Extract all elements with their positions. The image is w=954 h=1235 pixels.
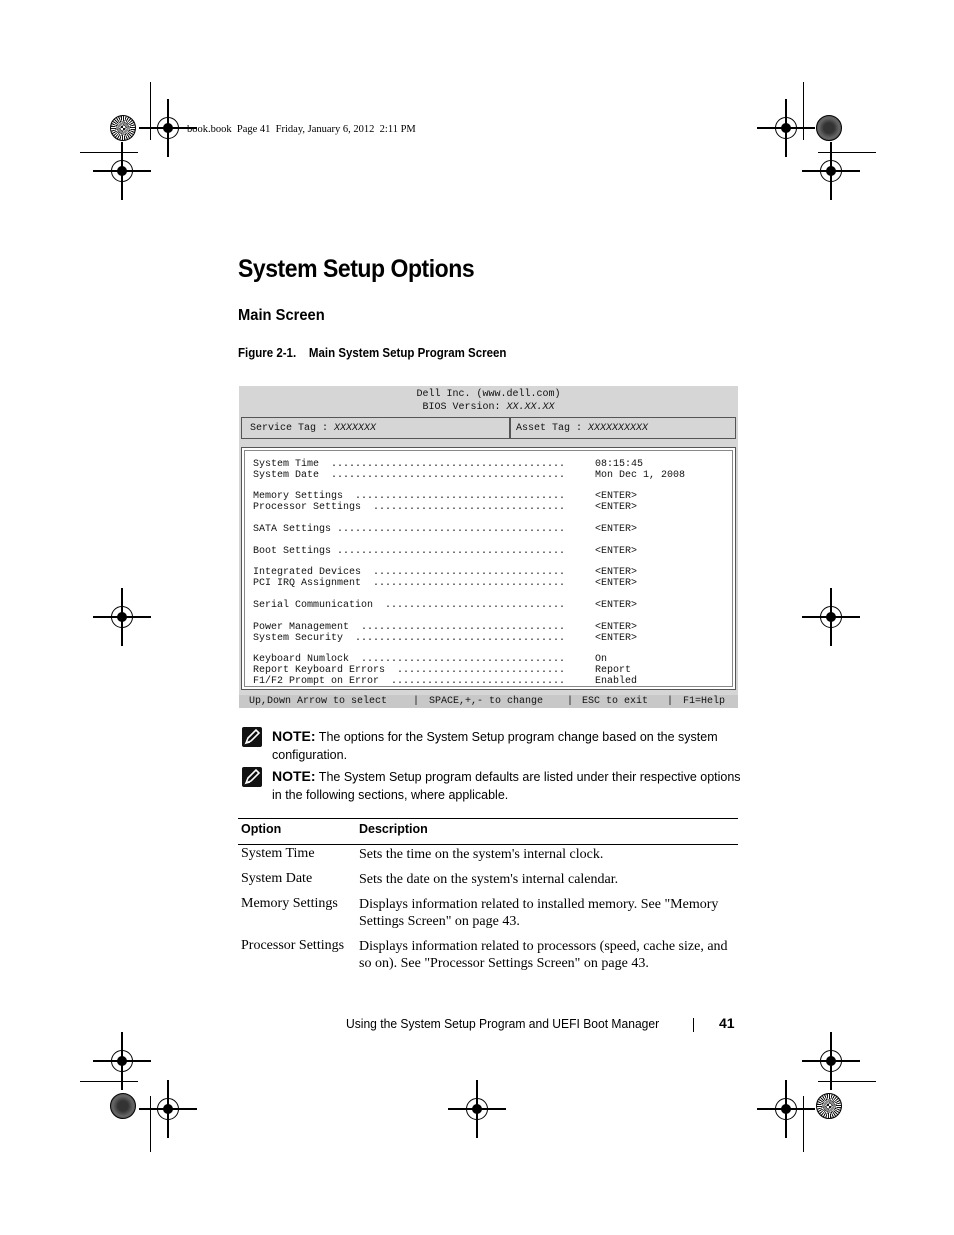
bios-row-serial-communication[interactable] [253, 600, 638, 611]
hint-help: F1=Help [683, 696, 726, 707]
table-cell-option: Processor Settings [241, 938, 345, 953]
table-rule [238, 844, 738, 845]
hint-exit: ESC to exit [582, 696, 649, 707]
bios-row-memory-settings[interactable] [253, 491, 638, 502]
bios-row-label: Memory Settings ................................... [253, 491, 566, 502]
header-stamp: book.book Page 41 Friday, January 6, 2012 2:11 PM [187, 124, 416, 135]
bios-row-value: Report [595, 665, 632, 676]
bios-row-label: SATA Settings ...................................... [253, 524, 566, 535]
bios-settings-panel [241, 447, 736, 690]
table-header-description: Description [359, 822, 428, 836]
registration-mark-icon [466, 1098, 488, 1120]
bios-version-value: XX.XX.XX [506, 402, 555, 413]
figure-caption: Figure 2-1. Main System Setup Program Screen [238, 346, 507, 360]
bios-row-label: F1/F2 Prompt on Error ............................. [253, 676, 566, 687]
table-cell-description: Sets the time on the system's internal clock. [359, 847, 604, 862]
registration-mark-icon [775, 1098, 797, 1120]
hint-separator: | [413, 696, 420, 707]
bios-row-processor-settings[interactable] [253, 502, 638, 513]
bios-row-value: <ENTER> [595, 502, 638, 513]
bios-row-report-keyboard-errors[interactable] [253, 665, 632, 676]
running-footer: Using the System Setup Program and UEFI Boot Manager [346, 1016, 660, 1031]
note-1 [272, 727, 742, 764]
bios-row-label: Report Keyboard Errors ............................ [253, 665, 566, 676]
page-number: 41 [719, 1015, 735, 1031]
bios-row-integrated-devices[interactable] [253, 567, 638, 578]
note-2 [272, 767, 742, 804]
starburst-icon [816, 115, 842, 141]
bios-row-label: PCI IRQ Assignment ................................ [253, 578, 566, 589]
bios-row-system-time[interactable] [253, 459, 644, 470]
registration-mark-icon [157, 117, 179, 139]
registration-mark-icon [820, 606, 842, 628]
registration-mark-icon [157, 1098, 179, 1120]
bios-row-system-security[interactable] [253, 633, 638, 644]
hint-navigate: Up,Down Arrow to select [249, 696, 388, 707]
bios-row-label: Processor Settings ................................ [253, 502, 566, 513]
bios-version [239, 401, 738, 414]
table-header-option: Option [241, 822, 282, 836]
bios-row-f1f2-prompt[interactable] [253, 676, 638, 687]
hint-separator: | [667, 696, 674, 707]
bios-row-label: Integrated Devices ................................ [253, 567, 566, 578]
bios-row-pci-irq[interactable] [253, 578, 638, 589]
bios-row-value: On [595, 654, 608, 665]
registration-mark-icon [820, 160, 842, 182]
bios-row-value: <ENTER> [595, 622, 638, 633]
service-tag [250, 423, 376, 434]
bios-row-system-date[interactable] [253, 470, 686, 481]
note-label: NOTE: [272, 728, 316, 744]
note-pencil-icon [242, 767, 262, 787]
bios-row-value: Mon Dec 1, 2008 [595, 470, 686, 481]
bios-row-value: 08:15:45 [595, 459, 644, 470]
table-cell-option: Memory Settings [241, 896, 338, 911]
asset-tag [516, 423, 648, 434]
table-cell-description: Displays information related to processors (speed, cache size, and so on). See "Processor Settings Screen" on page 43. [359, 939, 728, 971]
service-tag-label: Service Tag : [250, 423, 329, 434]
bios-row-label: System Date ....................................... [253, 470, 566, 481]
bios-row-label: System Time ....................................... [253, 459, 566, 470]
asset-tag-value: XXXXXXXXXX [588, 423, 649, 434]
starburst-icon [110, 115, 136, 141]
bios-row-value: <ENTER> [595, 491, 638, 502]
registration-mark-icon [775, 117, 797, 139]
tag-box [241, 417, 736, 439]
bios-row-power-management[interactable] [253, 622, 638, 633]
table-cell-description: Sets the date on the system's internal calendar. [359, 872, 619, 887]
registration-mark-icon [111, 160, 133, 182]
table-cell-description: Displays information related to installed memory. See "Memory Settings Screen" on page 43. [359, 897, 719, 929]
hint-separator: | [567, 696, 574, 707]
service-tag-value: XXXXXXX [334, 423, 377, 434]
registration-mark-icon [111, 1050, 133, 1072]
registration-mark-icon [111, 606, 133, 628]
bios-row-boot-settings[interactable] [253, 546, 638, 557]
footer-divider [693, 1018, 694, 1032]
bios-screen [239, 386, 738, 708]
bios-row-value: <ENTER> [595, 567, 638, 578]
table-cell-option: System Time [241, 846, 315, 861]
note-text: The System Setup program defaults are listed under their respective options in the following sections, where applicable. [272, 770, 741, 802]
bios-row-value: <ENTER> [595, 524, 638, 535]
note-pencil-icon [242, 727, 262, 747]
bios-settings-list [244, 450, 733, 687]
bios-row-keyboard-numlock[interactable] [253, 654, 608, 665]
section-heading: Main Screen [238, 307, 325, 324]
table-cell-option: System Date [241, 871, 313, 886]
bios-row-label: Serial Communication .............................. [253, 600, 566, 611]
bios-header [239, 386, 738, 414]
bios-vendor: Dell Inc. (www.dell.com) [416, 389, 561, 400]
bios-row-label: Power Management .................................. [253, 622, 566, 633]
starburst-icon [110, 1093, 136, 1119]
note-label: NOTE: [272, 768, 316, 784]
page-title: System Setup Options [238, 255, 475, 283]
table-rule [238, 818, 738, 819]
registration-mark-icon [820, 1050, 842, 1072]
bios-row-value: <ENTER> [595, 600, 638, 611]
bios-key-hints [239, 695, 738, 708]
bios-row-value: Enabled [595, 676, 638, 687]
bios-row-label: Boot Settings ...................................... [253, 546, 566, 557]
note-text: The options for the System Setup program change based on the system configuration. [272, 730, 718, 762]
bios-version-label: BIOS Version: [422, 402, 501, 413]
starburst-icon [816, 1093, 842, 1119]
bios-row-label: System Security ................................... [253, 633, 566, 644]
bios-row-value: <ENTER> [595, 633, 638, 644]
bios-row-label: Keyboard Numlock .................................. [253, 654, 566, 665]
bios-row-sata-settings[interactable] [253, 524, 638, 535]
bios-row-value: <ENTER> [595, 546, 638, 557]
bios-row-value: <ENTER> [595, 578, 638, 589]
hint-change: SPACE,+,- to change [429, 696, 544, 707]
asset-tag-label: Asset Tag : [516, 423, 583, 434]
tag-divider [509, 418, 511, 438]
